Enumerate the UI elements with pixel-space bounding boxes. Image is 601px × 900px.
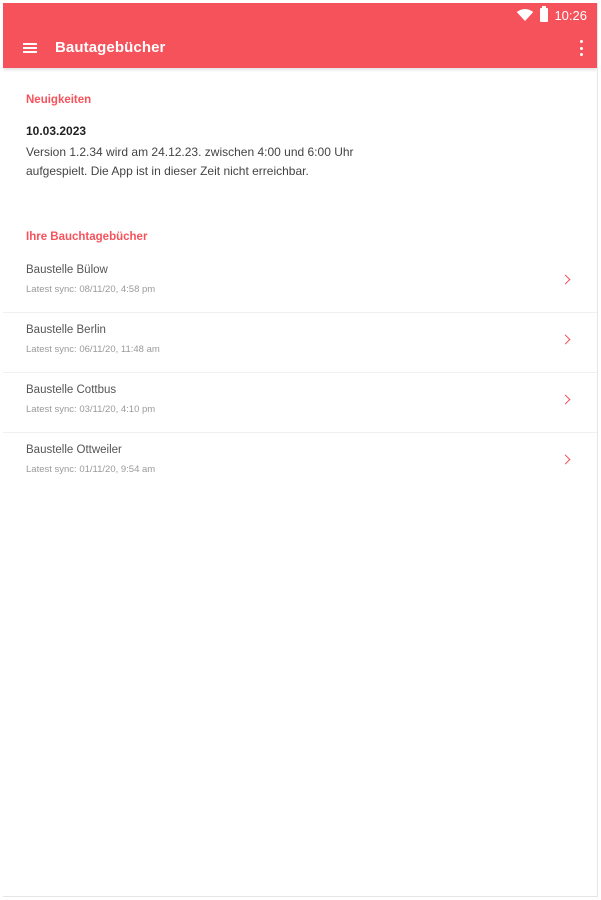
app-bar (3, 27, 597, 68)
more-vert-icon[interactable] (575, 40, 587, 56)
diaries-heading: Ihre Bauchtagebücher (26, 231, 148, 243)
diary-sync-time: Latest sync: 01/11/20, 9:54 am (26, 464, 156, 475)
diaries-section (3, 181, 597, 492)
diary-item-buelow[interactable] (3, 253, 597, 313)
status-time: 10:26 (554, 7, 587, 23)
menu-button[interactable] (3, 27, 59, 68)
chevron-right-icon (561, 335, 571, 345)
chevron-right-icon (561, 455, 571, 465)
diary-list (3, 253, 597, 492)
diary-item-berlin[interactable] (3, 313, 597, 373)
diary-sync-time: Latest sync: 06/11/20, 11:48 am (26, 344, 160, 355)
diary-name: Baustelle Bülow (26, 264, 108, 276)
news-section (3, 68, 597, 181)
app-title: Bautagebücher (55, 39, 166, 56)
battery-icon (540, 8, 548, 22)
diary-sync-time: Latest sync: 03/11/20, 4:10 pm (26, 404, 156, 415)
wifi-icon (516, 8, 534, 22)
status-bar (3, 3, 597, 27)
news-date: 10.03.2023 (26, 124, 87, 138)
news-heading: Neuigkeiten (26, 94, 92, 106)
chevron-right-icon (561, 275, 571, 285)
diary-sync-time: Latest sync: 08/11/20, 4:58 pm (26, 284, 156, 295)
chevron-right-icon (561, 395, 571, 405)
diary-name: Baustelle Cottbus (26, 384, 117, 396)
news-text: Version 1.2.34 wird am 24.12.23. zwischen 4:00 und 6:00 Uhr aufgespielt. Die App ist in dieser Zeit nicht erreichbar. (26, 145, 354, 178)
diary-name: Baustelle Berlin (26, 324, 106, 336)
diary-item-cottbus[interactable] (3, 373, 597, 433)
diary-name: Baustelle Ottweiler (26, 444, 122, 456)
menu-icon (23, 43, 37, 53)
diary-item-ottweiler[interactable] (3, 433, 597, 492)
app-screen (3, 3, 598, 897)
